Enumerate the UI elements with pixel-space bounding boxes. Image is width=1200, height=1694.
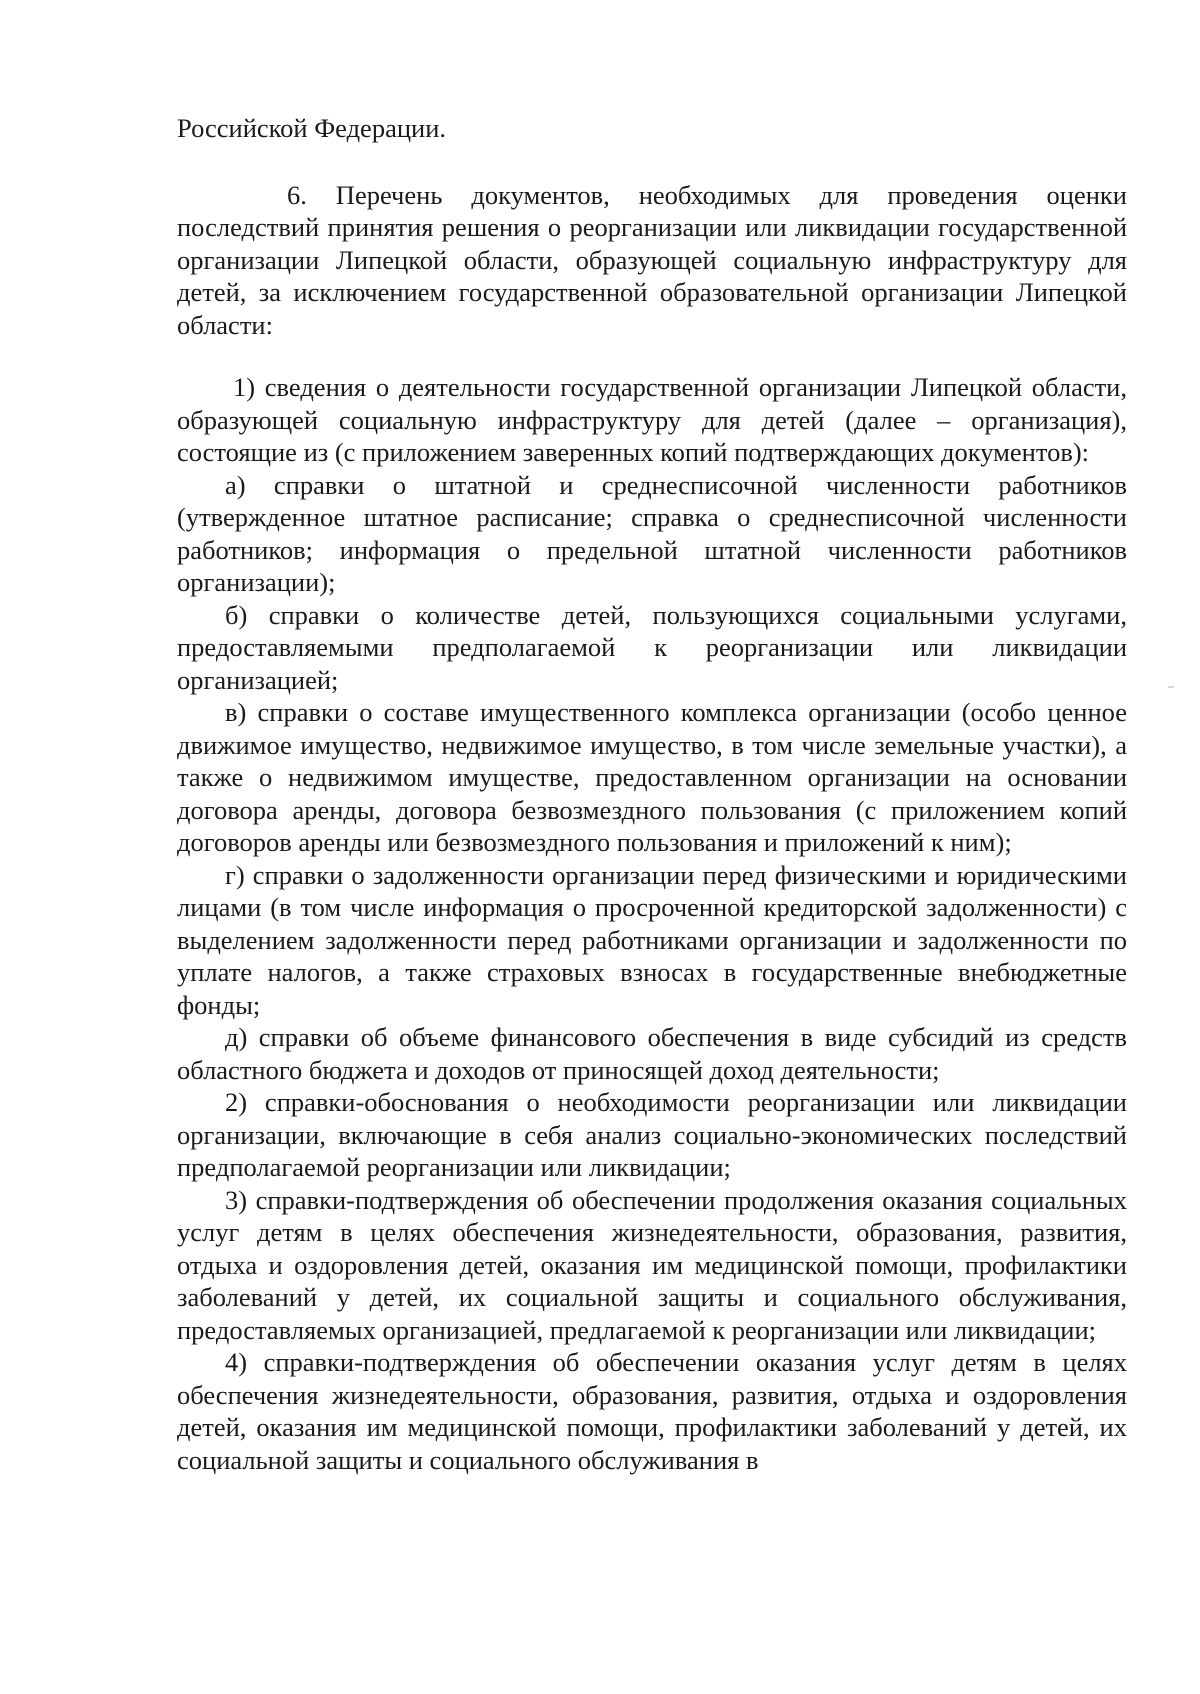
paragraph-subitem-2: 2) справки-обоснования о необходимости реорганизации или ликвидации организации, включающие в себя анализ социально-экономических последствий предполагаемой реорганизации или ликвидации;	[177, 1087, 1127, 1182]
paragraph-subitem-4: 4) справки-подтверждения об обеспечении оказания услуг детям в целях обеспечения жизнедеятельности, образования, развития, отдыха и оздоровления детей, оказания им медицинской помощи, профилактики заболеваний у детей, их социальной защиты и социального обслуживания в	[177, 1347, 1127, 1475]
paragraph-subitem-g: г) справки о задолженности организации перед физическими и юридическими лицами (в том числе информация о просроченной кредиторской задолженности) с выделением задолженности перед работниками организации и задолженности по уплате налогов, а также страховых взносах в государственные внебюджетные фонды;	[177, 859, 1127, 1020]
paragraph-item-6: 6. Перечень документов, необходимых для проведения оценки последствий принятия решения о реорганизации или ликвидации государственной организации Липецкой области, образующей социальную инфраструктуру для детей, за исключением государственной образовательной организации Липецкой области:	[177, 179, 1127, 340]
paragraph-subitem-3: 3) справки-подтверждения об обеспечении продолжения оказания социальных услуг детям в целях обеспечения жизнедеятельности, образования, развития, отдыха и оздоровления детей, оказания им медицинской помощи, профилактики заболеваний у детей, их социальной защиты и социального обслуживания, предоставляемых организацией, предлагаемой к реорганизации или ликвидации;	[177, 1184, 1127, 1345]
scan-artifact	[1168, 686, 1174, 688]
paragraph-subitem-a: а) справки о штатной и среднесписочной численности работников (утвержденное штатное расписание; справка о среднесписочной численности работников; информация о предельной штатной численности работников организации);	[177, 469, 1127, 597]
paragraph-subitem-d: д) справки об объеме финансового обеспечения в виде субсидий из средств областного бюджета и доходов от приносящей доход деятельности;	[177, 1022, 1127, 1085]
paragraph-continuation: Российской Федерации.	[177, 113, 446, 143]
document-body	[177, 112, 1127, 1476]
paragraph-subitem-v: в) справки о составе имущественного комплекса организации (особо ценное движимое имущество, недвижимое имущество, в том числе земельные участки), а также о недвижимом имуществе, предоставленном организации на основании договора аренды, договора безвозмездного пользования (с приложением копий договоров аренды или безвозмездного пользования и приложений к ним);	[177, 697, 1127, 857]
paragraph-subitem-1: 1) сведения о деятельности государственной организации Липецкой области, образующей социальную инфраструктуру для детей (далее – организация), состоящие из (с приложением заверенных копий подтверждающих документов):	[177, 372, 1127, 467]
paragraph-subitem-b: б) справки о количестве детей, пользующихся социальными услугами, предоставляемыми предполагаемой к реорганизации или ликвидации организацией;	[177, 599, 1127, 695]
